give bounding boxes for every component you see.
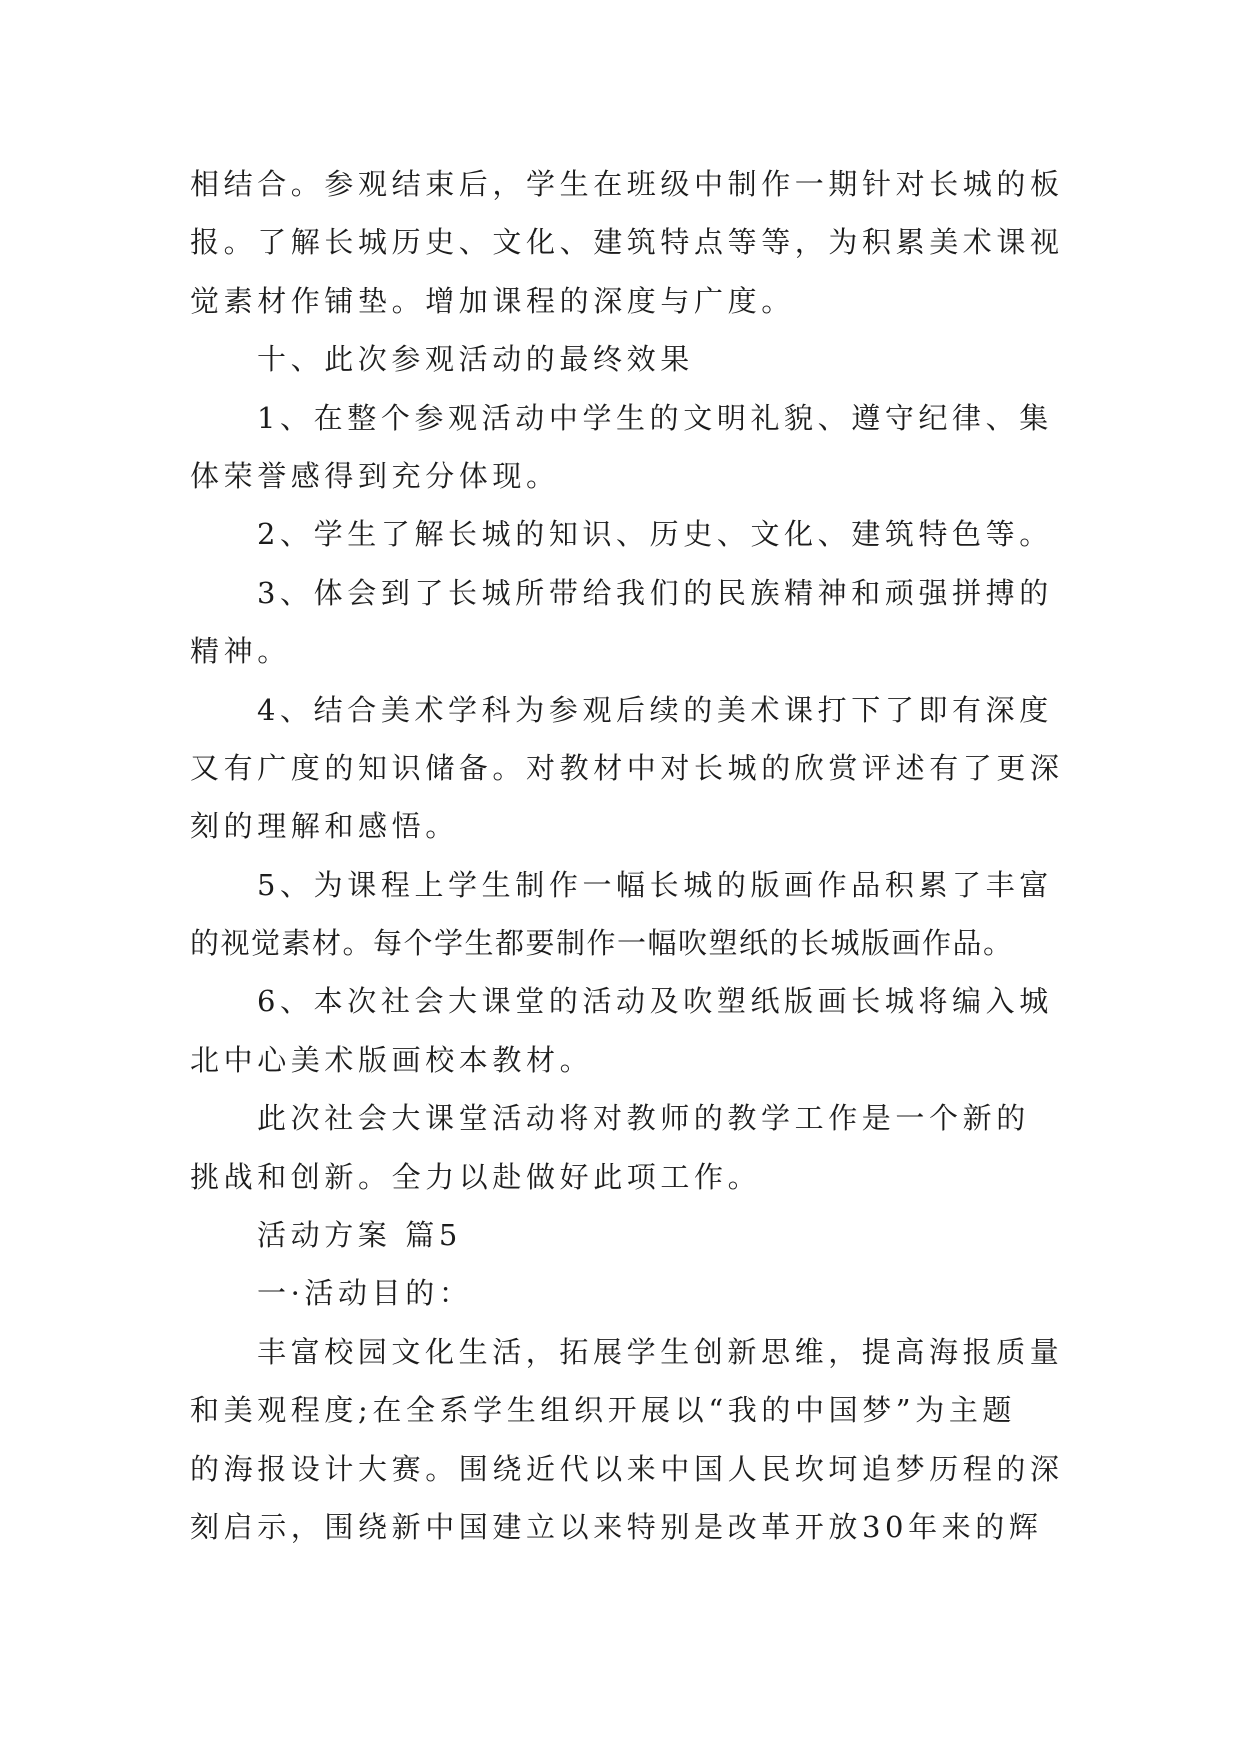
- list-item-line: 又有广度的知识储备。对教材中对长城的欣赏评述有了更深: [190, 750, 1064, 785]
- paragraph-line: 挑战和创新。全力以赴做好此项工作。: [190, 1159, 762, 1194]
- section-title: 活动方案 篇5: [257, 1218, 462, 1253]
- section-heading: 一·活动目的：: [257, 1276, 473, 1311]
- paragraph-line: 的海报设计大赛。围绕近代以来中国人民坎坷追梦历程的深: [190, 1451, 1064, 1486]
- text-line: 觉素材作铺垫。增加课程的深度与广度。: [190, 283, 795, 318]
- list-item-line: 4、结合美术学科为参观后续的美术课打下了即有深度: [257, 692, 1053, 727]
- list-item-line: 3、体会到了长城所带给我们的民族精神和顽强拼搏的: [257, 575, 1053, 610]
- list-item-line: 2、学生了解长城的知识、历史、文化、建筑特色等。: [257, 517, 1053, 552]
- list-item-line: 北中心美术版画校本教材。: [190, 1042, 594, 1077]
- list-item-line: 的视觉素材。每个学生都要制作一幅吹塑纸的长城版画作品。: [190, 926, 1014, 961]
- section-heading: 十、此次参观活动的最终效果: [257, 342, 694, 377]
- list-item-line: 精神。: [190, 634, 291, 669]
- paragraph-line: 和美观程度;在全系学生组织开展以“我的中国梦”为主题: [190, 1393, 1017, 1428]
- paragraph-line: 刻启示，围绕新中国建立以来特别是改革开放30年来的辉: [190, 1509, 1043, 1544]
- list-item-line: 6、本次社会大课堂的活动及吹塑纸版画长城将编入城: [257, 984, 1053, 1019]
- paragraph-line: 此次社会大课堂活动将对教师的教学工作是一个新的: [257, 1101, 1030, 1136]
- text-line: 报。了解长城历史、文化、建筑特点等等，为积累美术课视: [190, 225, 1064, 260]
- paragraph-line: 丰富校园文化生活，拓展学生创新思维，提高海报质量: [257, 1334, 1064, 1369]
- list-item-line: 体荣誉感得到充分体现。: [190, 458, 560, 493]
- list-item-line: 1、在整个参观活动中学生的文明礼貌、遵守纪律、集: [257, 400, 1053, 435]
- text-line: 相结合。参观结束后，学生在班级中制作一期针对长城的板: [190, 167, 1064, 201]
- document-body: [190, 155, 1064, 1556]
- list-item-line: 刻的理解和感悟。: [190, 809, 459, 844]
- list-item-line: 5、为课程上学生制作一幅长城的版画作品积累了丰富: [257, 867, 1053, 902]
